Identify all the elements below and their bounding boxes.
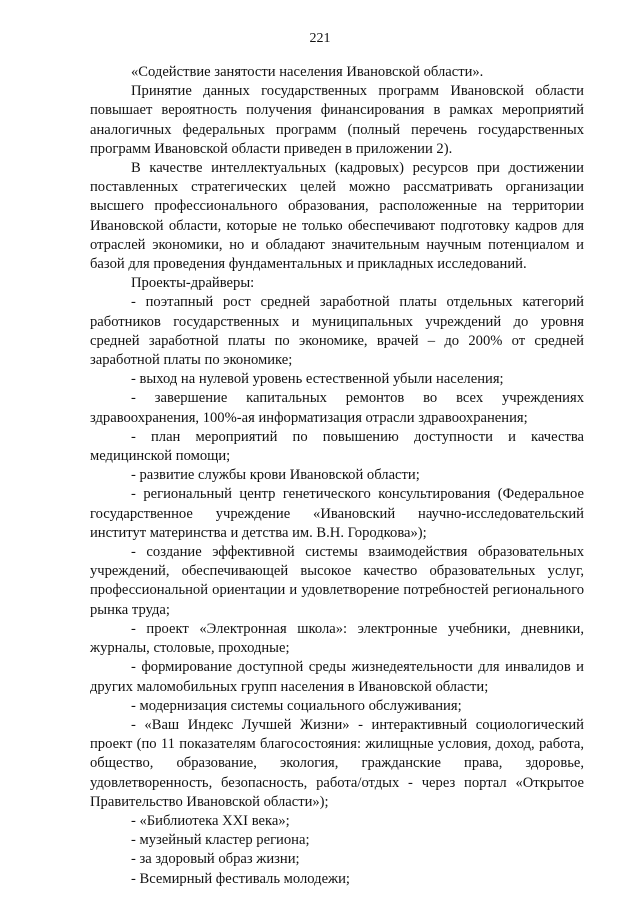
list-item: - завершение капитальных ремонтов во всех учреждениях здравоохранения, 100%-ая информатизация отрасли здравоохранения; <box>90 390 584 426</box>
list-item: - модернизация системы социального обслуживания; <box>131 697 462 714</box>
paragraph: В качестве интеллектуальных (кадровых) ресурсов при достижении поставленных стратегических целей можно рассматривать организации высшего профессионального образования, расположенные на территории Ивановской области, которые не только обеспечивают подготовку кадров для отраслей экономики, но и обладают значительным научным потенциалом и базой для проведения фундаментальных и прикладных исследований. <box>90 160 584 273</box>
list-item: - выход на нулевой уровень естественной убыли населения; <box>131 371 504 388</box>
list-item: - создание эффективной системы взаимодействия образовательных учреждений, обеспечивающей высокое качество образовательных услуг, профессиональной ориентации и удовлетворение потребностей регионального рынка труда; <box>90 544 584 618</box>
page-number: 221 <box>309 31 331 46</box>
list-heading: Проекты-драйверы: <box>131 275 255 292</box>
paragraph: «Содействие занятости населения Ивановской области». <box>131 64 484 80</box>
list-item: - «Ваш Индекс Лучшей Жизни» - интерактивный социологический проект (по 11 показателям благосостояния: жилищные условия, доход, работа, общество, образование, экология, гражданские права, здоровье, удовлетворенность, безопасность, работа/отдых - через портал «Открытое Правительство Ивановской области»); <box>90 716 584 810</box>
list-item: - проект «Электронная школа»: электронные учебники, дневники, журналы, столовые, проходные; <box>90 620 584 657</box>
list-item: - региональный центр генетического консультирования (Федеральное государственное учреждение «Ивановский научно-исследовательский институт материнства и детства им. В.Н. Городкова»); <box>90 486 584 541</box>
body-text <box>90 63 584 889</box>
list-item: - «Библиотека XXI века»; <box>131 812 290 829</box>
list-item: - развитие службы крови Ивановской области; <box>131 467 420 484</box>
list-item: - поэтапный рост средней заработной платы отдельных категорий работников государственных и муниципальных учреждений до уровня средней заработной платы по экономике, врачей – до 200% от средней заработной платы по экономике; <box>90 294 584 369</box>
list-item: - музейный кластер региона; <box>131 832 310 849</box>
list-item: - за здоровый образ жизни; <box>131 851 300 868</box>
paragraph: Принятие данных государственных программ Ивановской области повышает вероятность получения финансирования в рамках мероприятий аналогичных федеральных программ (полный перечень государственных программ Ивановской области приведен в приложении 2). <box>90 83 584 157</box>
list-item: - формирование доступной среды жизнедеятельности для инвалидов и других маломобильных групп населения в Ивановской области; <box>90 659 584 695</box>
list-item: - план мероприятий по повышению доступности и качества медицинской помощи; <box>90 428 584 465</box>
list-item: - Всемирный фестиваль молодежи; <box>131 870 350 887</box>
